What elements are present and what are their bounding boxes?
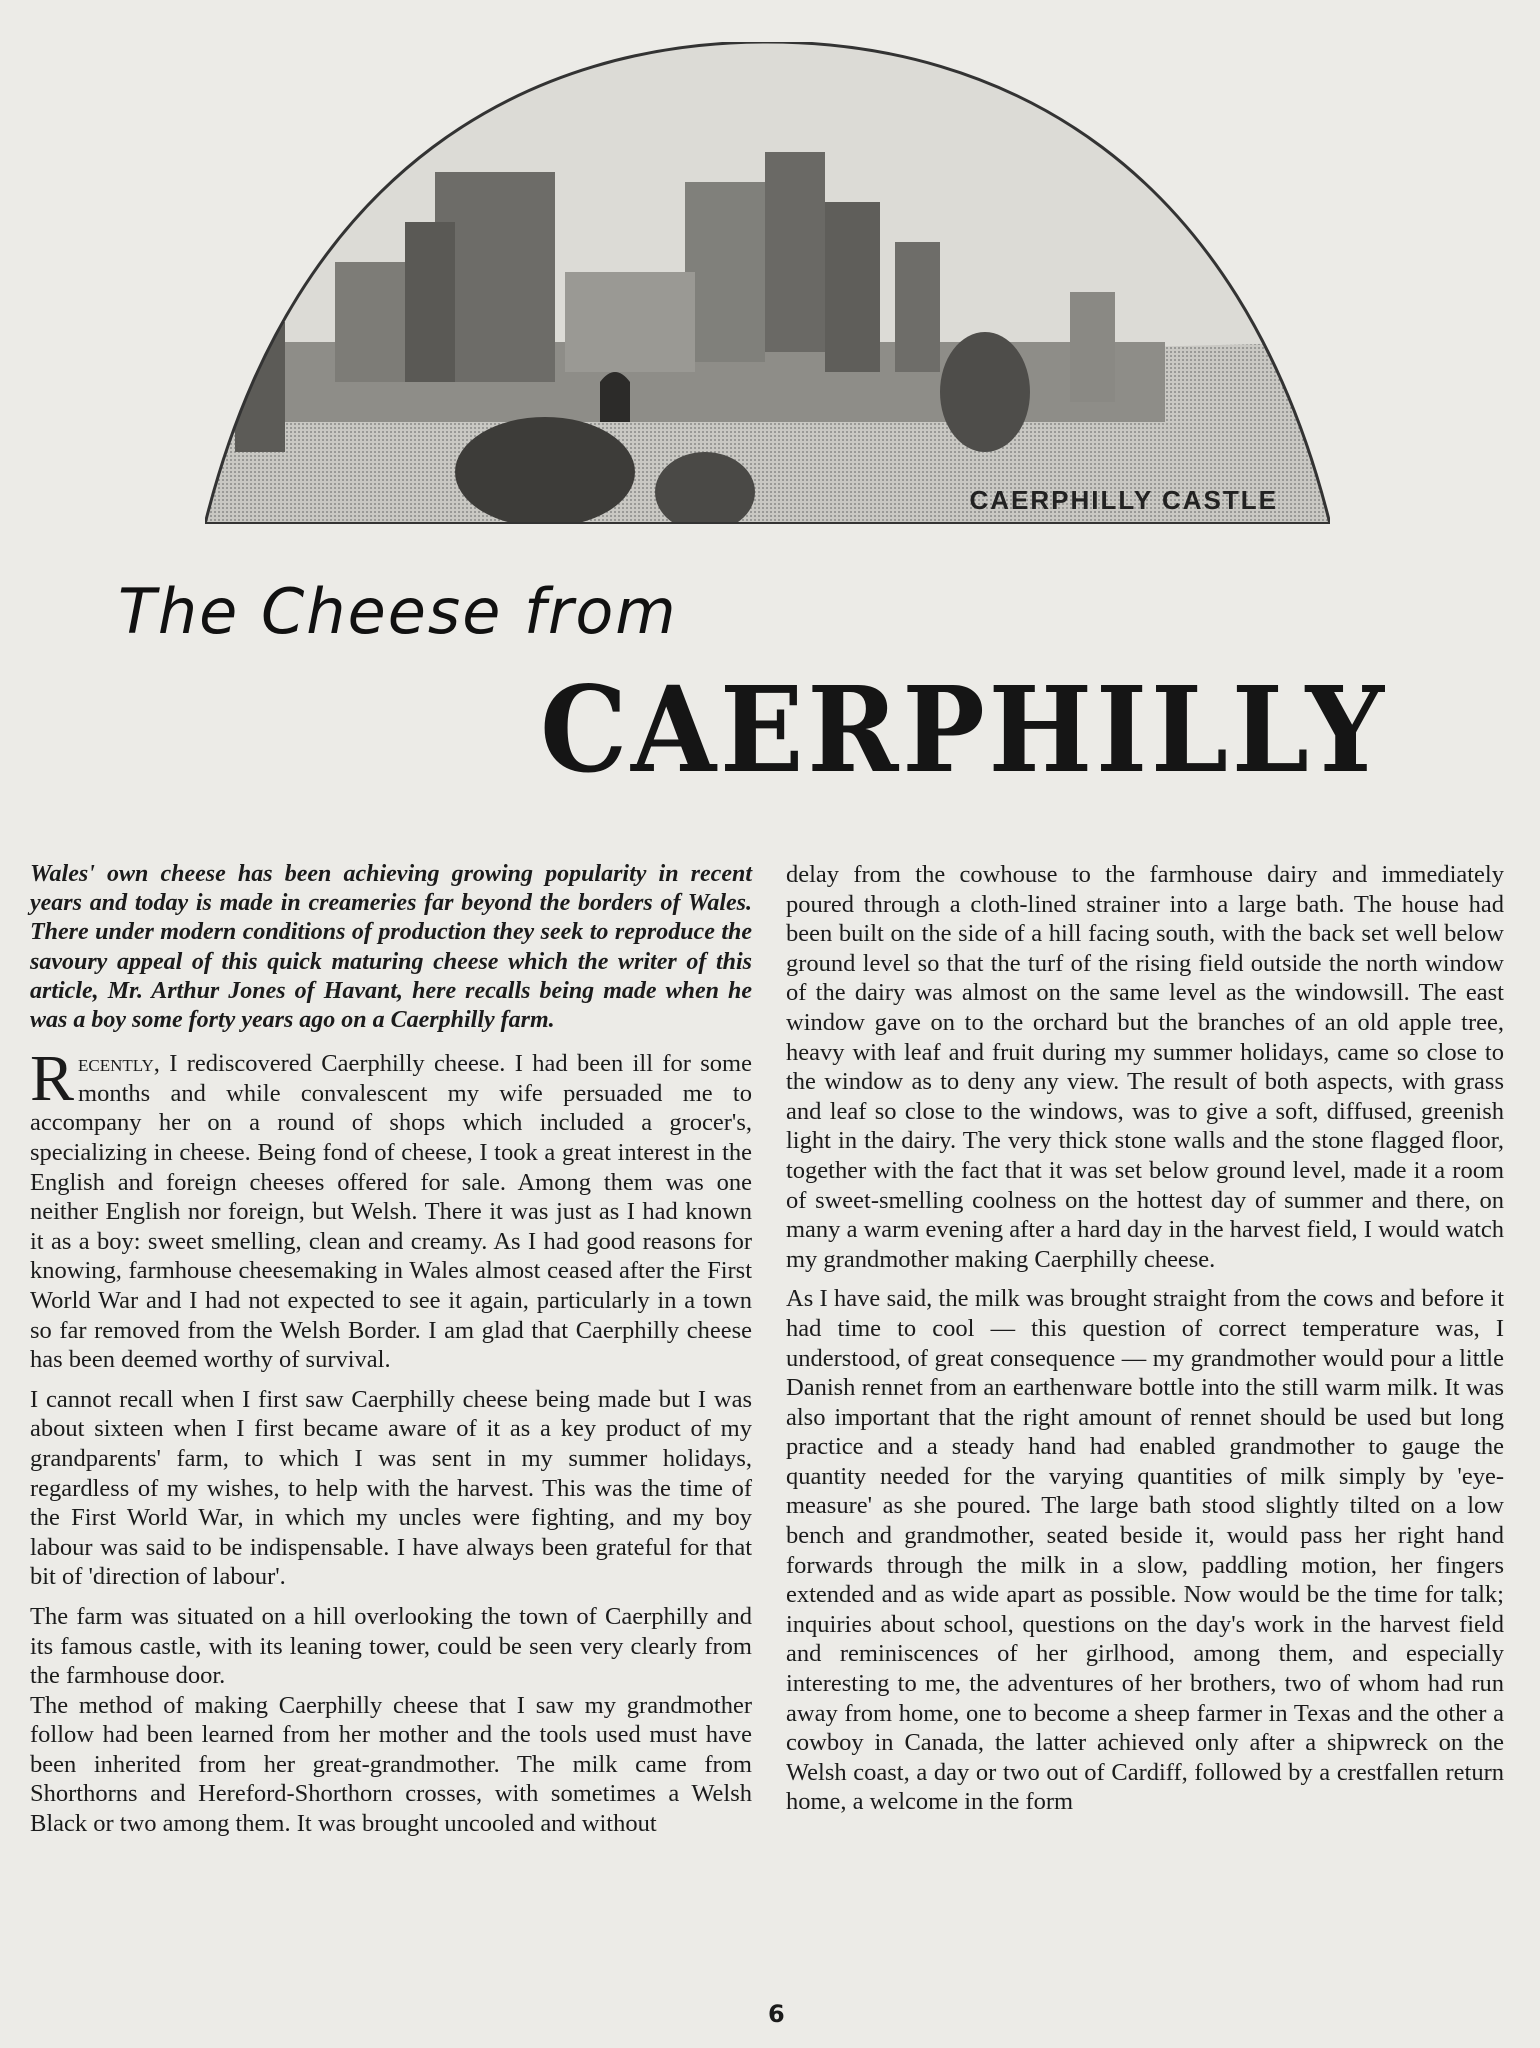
page-number: 6 [768,2000,785,2028]
castle-drawing-icon [205,42,1330,524]
paragraph-1-text: I rediscovered Caerphilly cheese. I had been ill for some months and while convalescent my wife persuaded me to accompany her on a round of shops which included a grocer's, specializing in cheese. Being fond of cheese, I took a great interest in the English and foreign cheeses offered for sale. Among them was one neither English nor foreign, but Welsh. There it was just as I had known it as a boy: sweet smelling, clean and creamy. As I had good reasons for knowing, farmhouse cheesemaking in Wales almost ceased after the First World War and I had not expected to see it again, particularly in a town so far removed from the Welsh Border. I am glad that Caerphilly cheese has been deemed worthy of survival. [30,1050,752,1374]
intro-paragraph: Wales' own cheese has been achieving growing popularity in recent years and today is made in creameries far beyond the borders of Wales. There under modern conditions of production they seek to reproduce the savoury appeal of this quick maturing cheese which the writer of this article, Mr. Arthur Jones of Havant, here recalls being made when he was a boy some forty years ago on a Caerphilly farm. [30,861,752,1034]
right-column [786,860,1504,1827]
paragraph-4: The method of making Caerphilly cheese that I saw my grandmother follow had been learned from her mother and the tools used must have been inherited from her great-grandmother. The milk came from Shorthorns and Hereford-Shorthorn crosses, with sometimes a Welsh Black or two among them. It was brought uncooled and without [30,1691,752,1838]
paragraph-1 [30,1042,752,1375]
left-column [30,860,752,1849]
castle-illustration [205,42,1330,524]
paragraph-5: delay from the cowhouse to the farmhouse dairy and immediately poured through a cloth-lined strainer into a large bath. The house had been built on the side of a hill facing south, with the back set well below ground level so that the turf of the rising field outside the north window of the dairy was almost on the same level as the windowsill. The east window gave on to the orchard but the branches of an old apple tree, heavy with leaf and fruit during my summer holidays, came so close to the window as to deny any view. The result of both aspects, with grass and leaf so close to the windows, was to give a soft, diffused, greenish light in the dairy. The very thick stone walls and the stone flagged floor, together with the fact that it was set below ground level, made it a room of sweet-smelling coolness on the hottest day of summer and there, on many a warm evening after a hard day in the harvest field, I would watch my grandmother making Caerphilly cheese. [786,861,1504,1273]
illustration-caption: CAERPHILLY CASTLE [969,485,1278,515]
drop-cap: R [30,1042,75,1116]
title-line-1: The Cheese from [118,575,678,648]
lead-word: ecently, [78,1050,160,1078]
paragraph-2: I cannot recall when I first saw Caerphilly cheese being made but I was about sixteen when I first became aware of it as a key product of my grandparents' farm, to which I was sent in my summer holidays, regardless of my wishes, to help with the harvest. This was the time of the First World War, in which my uncles were fighting, and my boy labour was said to be indispensable. I have always been grateful for that bit of 'direction of labour'. [30,1385,752,1591]
paragraph-6: As I have said, the milk was brought straight from the cows and before it had time to cool — this question of correct temperature was, I understood, of great consequence — my grandmother would pour a little Danish rennet from an earthenware bottle into the still warm milk. It was also important that the right amount of rennet should be used but long practice and a steady hand had enabled grandmother to gauge the quantity needed for the varying quantities of milk simply by 'eye-measure' as she poured. The large bath stood slightly tilted on a low bench and grandmother, seated beside it, would pass her right hand forwards through the milk in a slow, paddling motion, her fingers extended and as wide apart as possible. Now would be the time for talk; inquiries about school, questions on the day's work in the harvest field and reminiscences of her girlhood, among them, and especially interesting to me, the adventures of her brothers, two of whom had run away from home, one to become a sheep farmer in Texas and the other a cowboy in Canada, the latter achieved only after a shipwreck on the Welsh coast, a day or two out of Cardiff, followed by a crestfallen return home, a welcome in the form [786,1285,1504,1816]
paragraph-3: The farm was situated on a hill overlooking the town of Caerphilly and its famous castle, with its leaning tower, could be seen very clearly from the farmhouse door. [30,1602,752,1690]
title-line-2: CAERPHILLY [540,660,1388,799]
